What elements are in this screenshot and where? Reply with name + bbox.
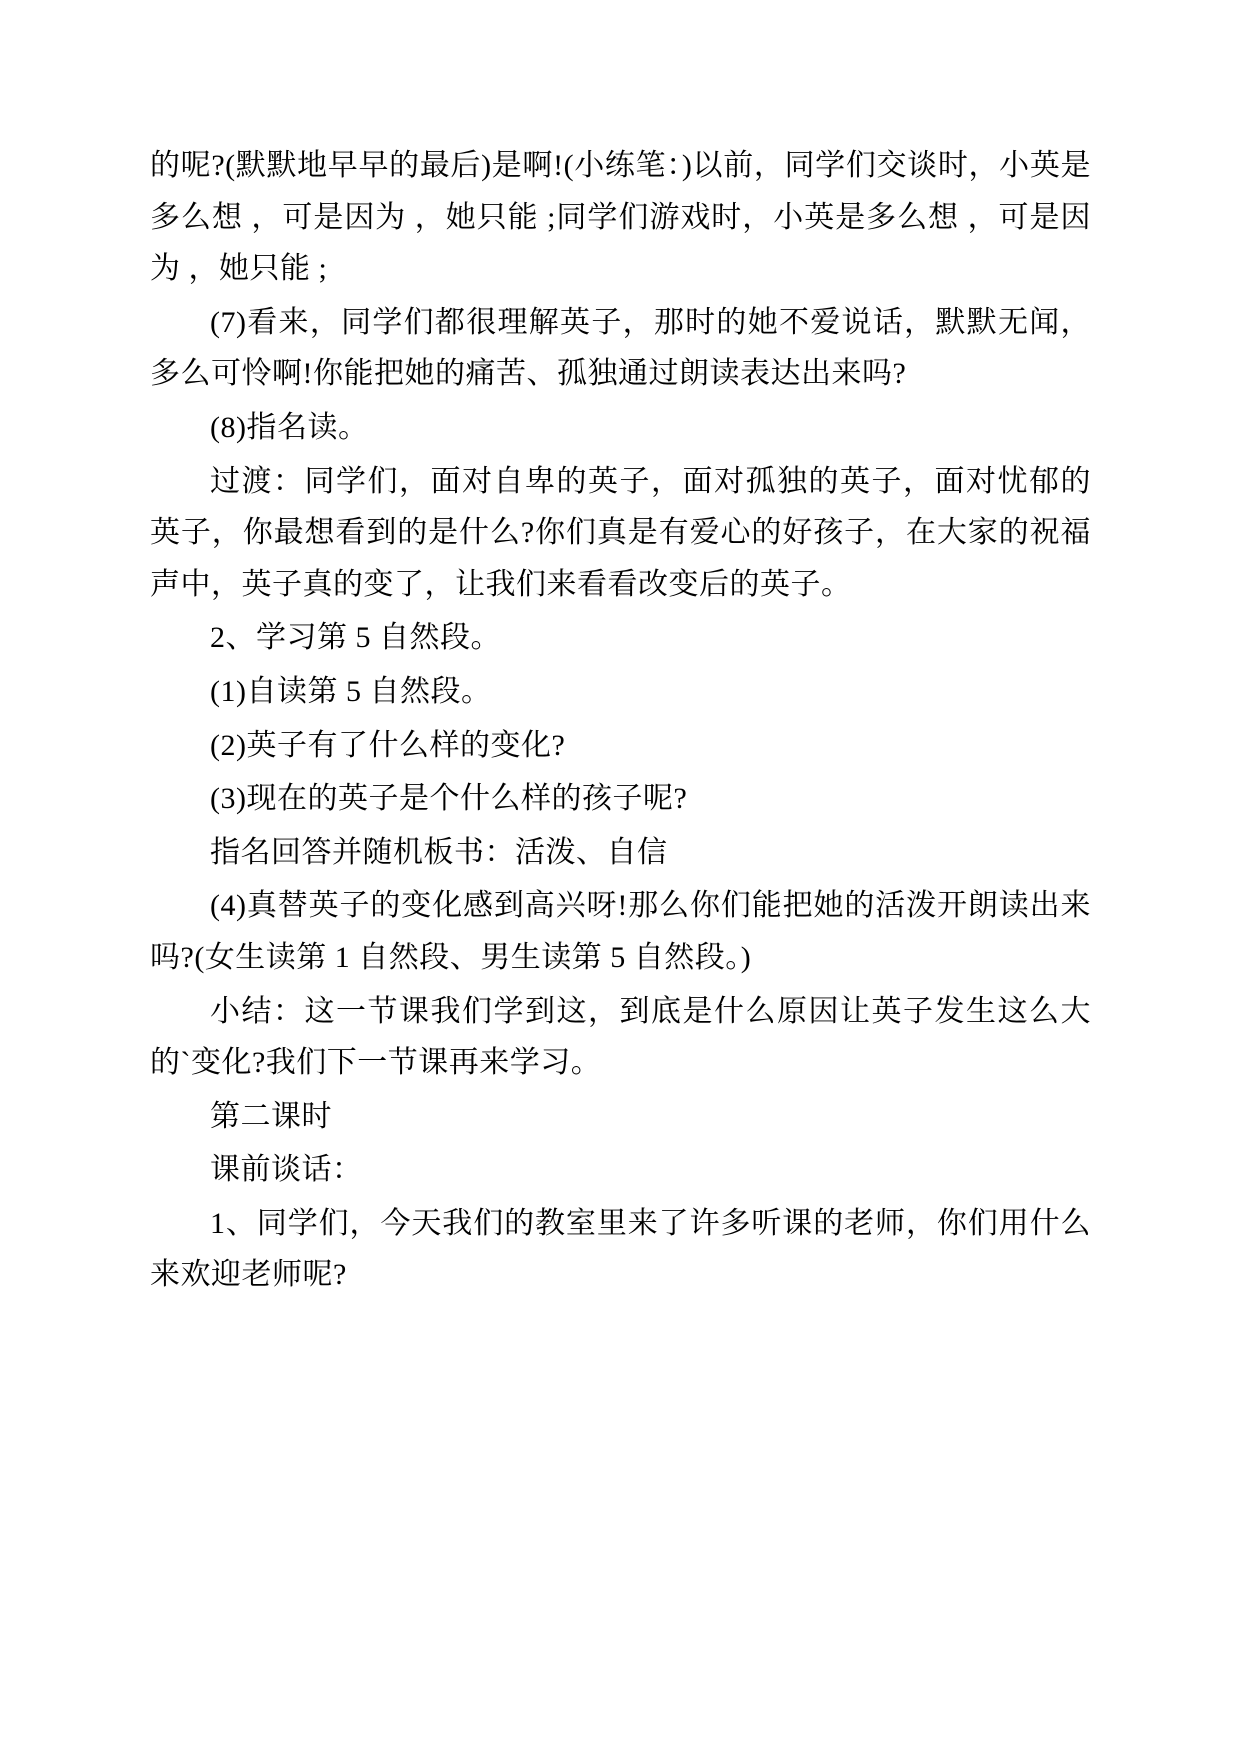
paragraph: 的呢?(默默地早早的最后)是啊!(小练笔：)以前，同学们交谈时，小英是多么想 ，可是因为 ，她只能 ;同学们游戏时，小英是多么想 ，可是因为 ，她只能 ; (150, 149, 1091, 286)
document-body (150, 140, 1091, 1301)
paragraph: (2)英子有了什么样的变化? (210, 728, 566, 762)
paragraph: 指名回答并随机板书：活泼、自信 (210, 835, 668, 869)
paragraph: 小结：这一节课我们学到这，到底是什么原因让英子发生这么大的`变化?我们下一节课再来学习。 (150, 994, 1091, 1080)
paragraph: (1)自读第 5 自然段。 (210, 674, 492, 708)
paragraph: 第二课时 (210, 1099, 332, 1133)
paragraph: (8)指名读。 (210, 410, 369, 444)
paragraph: 1、同学们，今天我们的教室里来了许多听课的老师，你们用什么来欢迎老师呢? (150, 1206, 1091, 1292)
paragraph: 2、学习第 5 自然段。 (210, 621, 501, 655)
paragraph: 过渡：同学们，面对自卑的英子，面对孤独的英子，面对忧郁的英子，你最想看到的是什么?你们真是有爱心的好孩子，在大家的祝福声中，英子真的变了，让我们来看看改变后的英子。 (150, 464, 1091, 601)
paragraph: (3)现在的英子是个什么样的孩子呢? (210, 782, 688, 816)
paragraph: (7)看来，同学们都很理解英子，那时的她不爱说话，默默无闻，多么可怜啊!你能把她的痛苦、孤独通过朗读表达出来吗? (150, 305, 1091, 391)
paragraph: (4)真替英子的变化感到高兴呀!那么你们能把她的活泼开朗读出来吗?(女生读第 1 自然段、男生读第 5 自然段。) (150, 889, 1091, 974)
paragraph: 课前谈话： (210, 1153, 363, 1187)
